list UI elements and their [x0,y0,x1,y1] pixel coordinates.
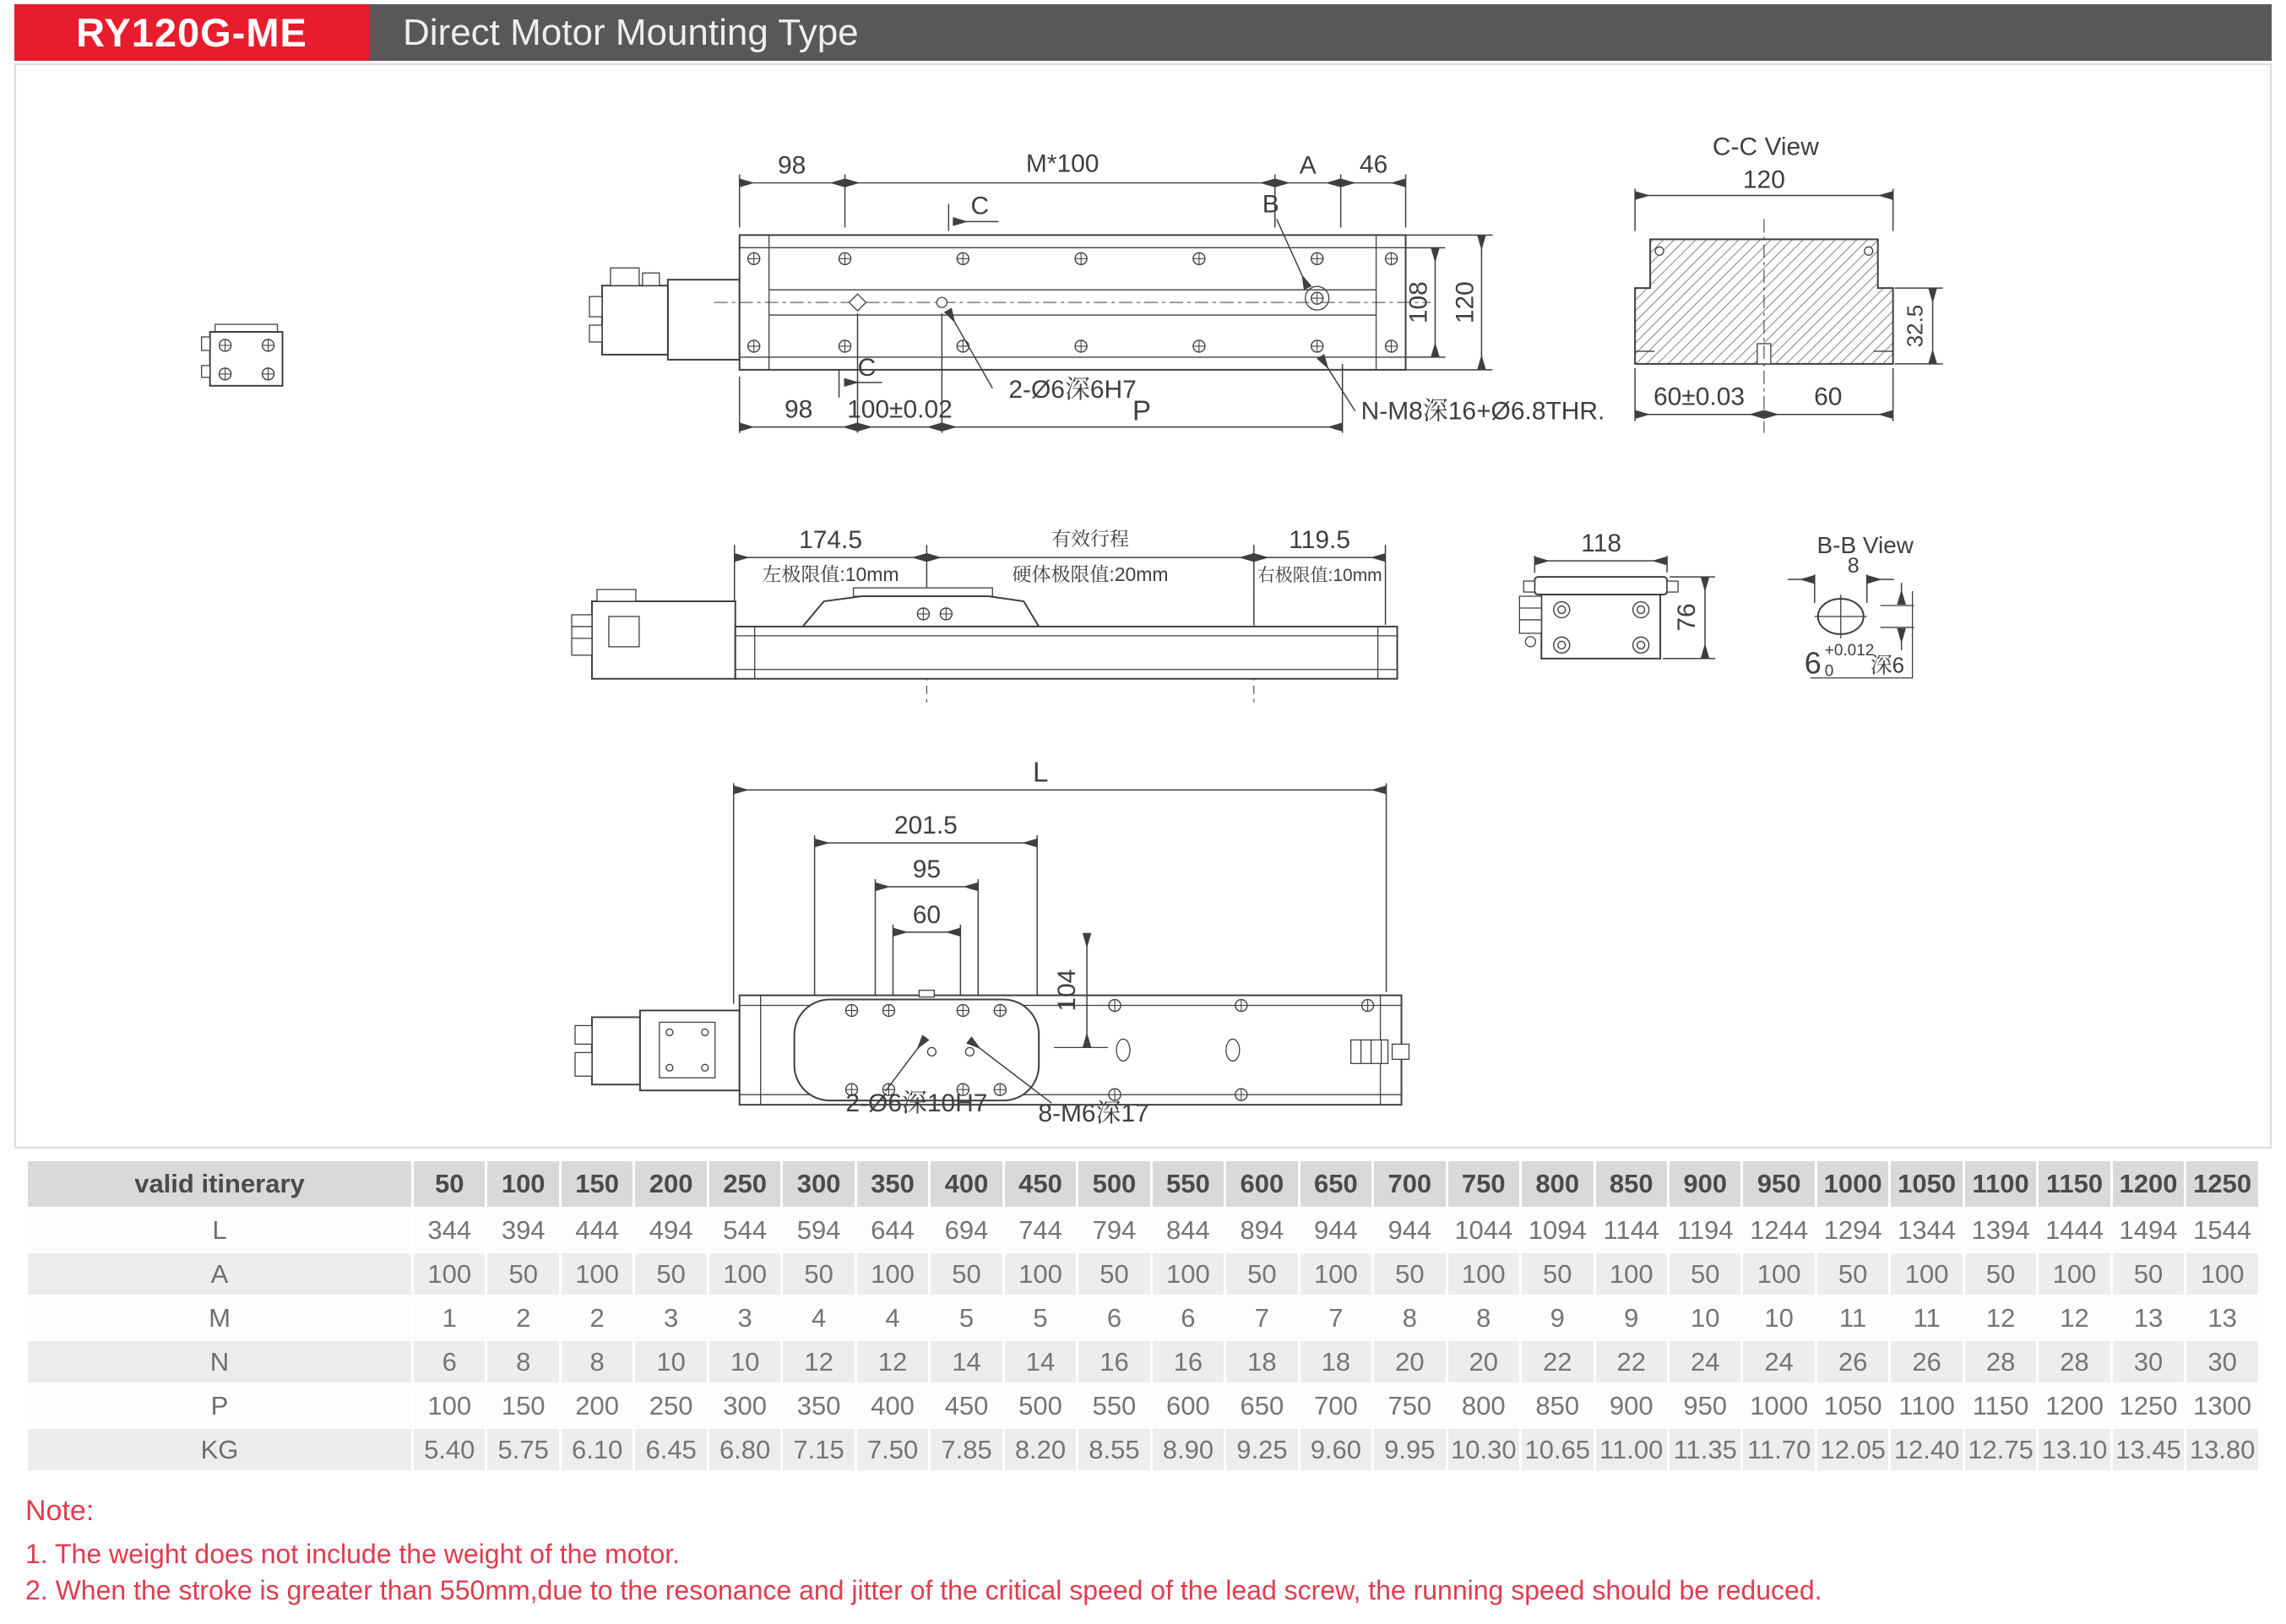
hard-limit-label: 硬体极限值:20mm [1012,563,1169,586]
table-cell: 494 [635,1209,706,1251]
table-cell: 1 [414,1297,485,1339]
table-cell: 50 [635,1253,706,1295]
dim-100-tol: 100±0.02 [847,395,953,424]
table-cell: 50 [1817,1253,1888,1295]
table-cell: 1494 [2113,1209,2184,1251]
table-cell: 800 [1448,1385,1519,1426]
table-cell: 9 [1596,1297,1667,1339]
table-cell: 28 [2039,1341,2110,1382]
table-cell: 7.50 [857,1429,928,1470]
table-cell: 344 [414,1209,485,1251]
table-cell: 8.20 [1005,1429,1076,1470]
table-cell: 100 [1743,1253,1814,1295]
table-cell: 18 [1300,1341,1371,1382]
table-cell: 12 [857,1341,928,1382]
table-cell: 12.40 [1891,1429,1962,1470]
spec-table-wrap [25,1159,2261,1473]
spec-table [25,1159,2261,1473]
dim-119-5: 119.5 [1289,526,1351,555]
table-cell: 10 [709,1341,780,1382]
table-cell: 16 [1078,1341,1149,1382]
table-row-label: P [28,1385,411,1426]
dim-76: 76 [1672,603,1702,632]
cc-dim-60: 60 [1814,383,1843,411]
stroke-column-header: 900 [1670,1161,1740,1207]
stroke-column-header: 150 [562,1161,633,1207]
table-cell: 13 [2186,1297,2258,1339]
dim-108: 108 [1404,281,1433,324]
table-cell: 944 [1300,1209,1371,1251]
dim-60: 60 [912,900,942,929]
stroke-column-header: 1100 [1965,1161,2036,1207]
bottom-view-drawing [575,756,1409,1127]
header-bar [14,4,2272,61]
table-cell: 50 [783,1253,854,1295]
bottom-thread-holes-label: 8-M6深17 [1038,1100,1149,1128]
table-cell: 50 [931,1253,1002,1295]
right-end-view-drawing [1519,530,1715,659]
table-cell: 50 [1078,1253,1149,1295]
dowel-holes-label: 2-Ø6深6H7 [1008,375,1137,404]
table-cell: 1144 [1596,1209,1667,1251]
left-end-view-drawing [202,324,283,386]
table-cell: 2 [562,1297,633,1339]
right-limit-label: 右极限值:10mm [1257,566,1382,586]
stroke-column-header: 450 [1005,1161,1076,1207]
table-cell: 6.10 [562,1429,633,1470]
table-cell: 12 [1965,1297,2036,1339]
table-cell: 6 [1153,1297,1224,1339]
table-row-label: N [28,1341,411,1382]
bb-tol-zero: 0 [1824,662,1834,681]
bb-view-title: B-B View [1816,532,1914,559]
table-cell: 18 [1226,1341,1297,1382]
table-cell: 11.70 [1743,1429,1814,1470]
table-cell: 16 [1153,1341,1224,1382]
table-cell: 650 [1226,1385,1297,1426]
note-item-2: 2. When the stroke is greater than 550mm,due to the resonance and jitter of the critical speed of the lead screw, the running speed should be reduced. [25,1575,1822,1605]
table-cell: 10 [1743,1297,1814,1339]
thread-holes-label: N-M8深16+Ø6.8THR. [1360,397,1605,426]
bb-dim-8: 8 [1847,554,1860,578]
table-cell: 4 [857,1297,928,1339]
table-cell: 200 [562,1385,633,1426]
dim-p: P [1132,394,1151,426]
table-cell: 50 [1670,1253,1740,1295]
table-cell: 1100 [1891,1385,1962,1426]
table-row-label: KG [28,1429,411,1470]
table-cell: 744 [1005,1209,1076,1251]
table-cell: 22 [1596,1341,1667,1382]
stroke-label: 有效行程 [1051,528,1130,551]
table-cell: 28 [1965,1341,2036,1382]
table-row [28,1429,2258,1470]
notes-section [25,1495,1822,1609]
table-cell: 100 [414,1385,485,1426]
table-cell: 7 [1226,1297,1297,1339]
bottom-dowel-holes-label: 2-Ø6深10H7 [845,1089,988,1118]
note-title: Note: [25,1495,95,1527]
table-row-label: A [28,1253,411,1295]
table-cell: 894 [1226,1209,1297,1251]
table-cell: 1394 [1965,1209,2036,1251]
table-cell: 26 [1891,1341,1962,1382]
dim-98-top: 98 [777,151,806,180]
table-cell: 3 [709,1297,780,1339]
table-cell: 600 [1153,1385,1224,1426]
dim-46: 46 [1359,150,1388,179]
table-row [28,1341,2258,1382]
table-cell: 300 [709,1385,780,1426]
table-corner-header: valid itinerary [28,1161,411,1207]
table-cell: 8 [562,1341,633,1382]
table-cell: 1150 [1965,1385,2036,1426]
table-cell: 7 [1300,1297,1371,1339]
table-cell: 14 [1005,1341,1076,1382]
table-row [28,1385,2258,1426]
table-cell: 6 [1078,1297,1149,1339]
stroke-column-header: 1050 [1891,1161,1962,1207]
section-c-top-label: C [970,192,990,220]
stroke-column-header: 1000 [1817,1161,1888,1207]
stroke-column-header: 250 [709,1161,780,1207]
cc-view-drawing [1635,133,1942,433]
dim-174-5: 174.5 [799,526,863,555]
table-cell: 5.40 [414,1429,485,1470]
bb-dim-6: 6 [1804,645,1822,681]
table-cell: 13 [2113,1297,2184,1339]
cc-view-title: C-C View [1712,133,1819,161]
stroke-column-header: 700 [1374,1161,1445,1207]
table-row-label: L [28,1209,411,1251]
table-cell: 944 [1374,1209,1445,1251]
stroke-column-header: 950 [1743,1161,1814,1207]
side-view-drawing [572,526,1398,702]
table-cell: 1300 [2186,1385,2258,1426]
table-cell: 694 [931,1209,1002,1251]
page-title: Direct Motor Mounting Type [403,11,859,53]
bb-view-drawing [1788,532,1914,681]
table-cell: 10.65 [1522,1429,1593,1470]
table-cell: 11.00 [1596,1429,1667,1470]
dim-98-bottom: 98 [784,395,813,424]
stroke-column-header: 300 [783,1161,854,1207]
table-cell: 100 [562,1253,633,1295]
table-cell: 100 [1153,1253,1224,1295]
table-cell: 100 [2039,1253,2110,1295]
table-cell: 10 [1670,1297,1740,1339]
table-cell: 250 [635,1385,706,1426]
stroke-column-header: 1200 [2113,1161,2184,1207]
table-cell: 50 [2113,1253,2184,1295]
table-cell: 12 [783,1341,854,1382]
section-c-bottom-label: C [857,353,877,382]
table-cell: 350 [783,1385,854,1426]
dim-95: 95 [912,855,942,883]
stroke-column-header: 750 [1448,1161,1519,1207]
table-cell: 11.35 [1670,1429,1740,1470]
table-cell: 13.45 [2113,1429,2184,1470]
table-cell: 1294 [1817,1209,1888,1251]
stroke-column-header: 600 [1226,1161,1297,1207]
table-cell: 8.55 [1078,1429,1149,1470]
table-cell: 100 [1596,1253,1667,1295]
technical-drawing-svg [16,65,2270,1147]
table-cell: 4 [783,1297,854,1339]
stroke-column-header: 550 [1153,1161,1224,1207]
table-cell: 100 [2186,1253,2258,1295]
technical-drawing-panel [14,63,2272,1149]
table-cell: 850 [1522,1385,1593,1426]
dim-104: 104 [1053,969,1082,1012]
table-cell: 5 [1005,1297,1076,1339]
table-cell: 30 [2186,1341,2258,1382]
table-row [28,1253,2258,1295]
table-cell: 6.80 [709,1429,780,1470]
bb-tol-plus: +0.012 [1824,641,1875,660]
table-cell: 26 [1817,1341,1888,1382]
table-row [28,1209,2258,1251]
table-cell: 11 [1891,1297,1962,1339]
table-cell: 100 [857,1253,928,1295]
table-cell: 100 [1448,1253,1519,1295]
cc-dim-32-5: 32.5 [1903,304,1928,348]
table-cell: 394 [487,1209,558,1251]
table-cell: 8 [487,1341,558,1382]
table-cell: 700 [1300,1385,1371,1426]
stroke-column-header: 850 [1596,1161,1667,1207]
table-cell: 50 [1374,1253,1445,1295]
table-cell: 1050 [1817,1385,1888,1426]
table-cell: 594 [783,1209,854,1251]
table-cell: 1544 [2186,1209,2258,1251]
table-cell: 1344 [1891,1209,1962,1251]
stroke-column-header: 650 [1300,1161,1371,1207]
table-cell: 1244 [1743,1209,1814,1251]
table-cell: 550 [1078,1385,1149,1426]
table-cell: 9.25 [1226,1429,1297,1470]
table-cell: 7.15 [783,1429,854,1470]
table-cell: 1444 [2039,1209,2110,1251]
stroke-column-header: 200 [635,1161,706,1207]
table-cell: 100 [414,1253,485,1295]
table-cell: 14 [931,1341,1002,1382]
table-cell: 100 [1300,1253,1371,1295]
left-limit-label: 左极限值:10mm [762,563,899,586]
table-cell: 6 [414,1341,485,1382]
table-cell: 500 [1005,1385,1076,1426]
table-cell: 2 [487,1297,558,1339]
table-cell: 100 [709,1253,780,1295]
table-cell: 950 [1670,1385,1740,1426]
table-cell: 1094 [1522,1209,1593,1251]
table-cell: 10 [635,1341,706,1382]
table-cell: 8 [1448,1297,1519,1339]
dim-120: 120 [1451,281,1480,324]
cc-dim-60-tol: 60±0.03 [1653,383,1746,411]
table-cell: 6.45 [635,1429,706,1470]
table-cell: 50 [1965,1253,2036,1295]
model-badge: RY120G-ME [14,4,369,61]
table-row-label: M [28,1297,411,1339]
stroke-column-header: 350 [857,1161,928,1207]
dim-l: L [1033,756,1049,788]
table-cell: 50 [1522,1253,1593,1295]
note-item-1: 1. The weight does not include the weight of the motor. [25,1539,681,1569]
table-cell: 8.90 [1153,1429,1224,1470]
table-cell: 900 [1596,1385,1667,1426]
table-cell: 9 [1522,1297,1593,1339]
table-cell: 12.05 [1817,1429,1888,1470]
table-cell: 13.10 [2039,1429,2110,1470]
table-cell: 100 [1891,1253,1962,1295]
table-header-row [28,1161,2258,1207]
table-cell: 844 [1153,1209,1224,1251]
table-cell: 10.30 [1448,1429,1519,1470]
cc-dim-120: 120 [1742,166,1785,194]
table-cell: 400 [857,1385,928,1426]
table-cell: 9.60 [1300,1429,1371,1470]
stroke-column-header: 1250 [2186,1161,2258,1207]
table-cell: 24 [1670,1341,1740,1382]
table-cell: 13.80 [2186,1429,2258,1470]
table-cell: 5.75 [487,1429,558,1470]
table-cell: 20 [1448,1341,1519,1382]
table-cell: 50 [1226,1253,1297,1295]
stroke-column-header: 50 [414,1161,485,1207]
table-cell: 1000 [1743,1385,1814,1426]
table-row [28,1297,2258,1339]
table-cell: 22 [1522,1341,1593,1382]
stroke-column-header: 1150 [2039,1161,2110,1207]
dim-201-5: 201.5 [893,812,958,840]
table-cell: 3 [635,1297,706,1339]
table-cell: 12.75 [1965,1429,2036,1470]
table-cell: 12 [2039,1297,2110,1339]
table-cell: 100 [1005,1253,1076,1295]
table-cell: 1200 [2039,1385,2110,1426]
table-cell: 9.95 [1374,1429,1445,1470]
stroke-column-header: 500 [1078,1161,1149,1207]
dim-118: 118 [1581,530,1622,558]
table-cell: 50 [487,1253,558,1295]
table-cell: 8 [1374,1297,1445,1339]
table-cell: 644 [857,1209,928,1251]
stroke-column-header: 400 [931,1161,1002,1207]
table-cell: 450 [931,1385,1002,1426]
table-cell: 1250 [2113,1385,2184,1426]
table-cell: 1194 [1670,1209,1740,1251]
table-cell: 20 [1374,1341,1445,1382]
table-cell: 544 [709,1209,780,1251]
table-cell: 11 [1817,1297,1888,1339]
table-cell: 30 [2113,1341,2184,1382]
table-cell: 5 [931,1297,1002,1339]
table-cell: 794 [1078,1209,1149,1251]
table-cell: 444 [562,1209,633,1251]
stroke-column-header: 100 [487,1161,558,1207]
dim-a: A [1299,151,1317,180]
table-cell: 750 [1374,1385,1445,1426]
detail-b-label: B [1262,190,1279,219]
dim-m100: M*100 [1025,149,1100,178]
table-cell: 24 [1743,1341,1814,1382]
table-cell: 7.85 [931,1429,1002,1470]
stroke-column-header: 800 [1522,1161,1593,1207]
bb-depth-label: 深6 [1870,654,1905,678]
table-cell: 1044 [1448,1209,1519,1251]
table-cell: 150 [487,1385,558,1426]
top-view-drawing [589,150,1605,433]
